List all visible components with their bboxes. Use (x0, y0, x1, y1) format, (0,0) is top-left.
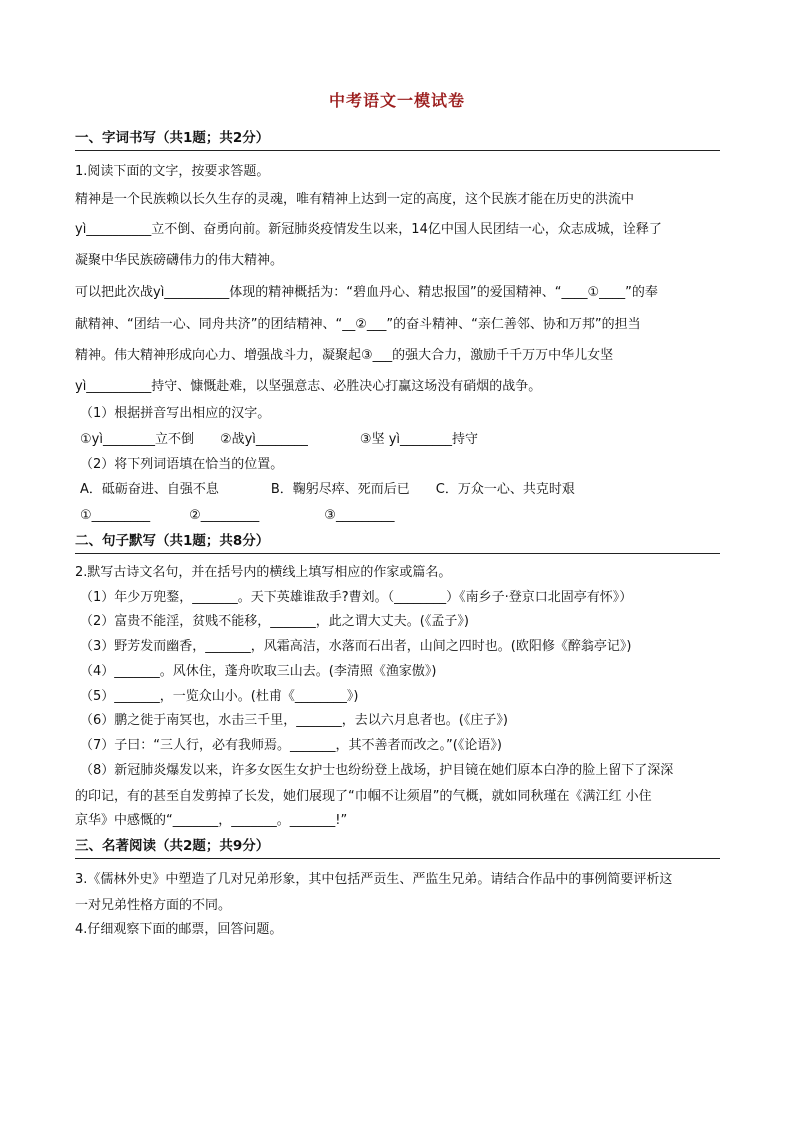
recitation-item: （2）富贵不能淫，贫贱不能移，_______，此之谓大丈夫。(《孟子》) (80, 614, 469, 629)
page-title: 中考语文一模试卷 (328, 91, 465, 110)
section-heading-3: 三、名著阅读（共2题；共9分） (75, 838, 270, 854)
section-divider (75, 553, 720, 554)
recitation-item: 的印记，有的甚至自发剪掉了长发，她们展现了“巾帼不让须眉”的气概，就如同秋瑾在《满江红 小住 (75, 789, 652, 804)
question-4-prompt: 4.仔细观察下面的邮票，回答问题。 (75, 922, 283, 937)
passage-line: 凝聚中华民族磅礴伟力的伟大精神。 (75, 253, 284, 268)
subquestion-2: （2）将下列词语填在恰当的位置。 (80, 457, 284, 472)
answer-blanks: ①_________ ②_________ ③_________ (80, 508, 395, 523)
recitation-item: （8）新冠肺炎爆发以来，许多女医生女护士也纷纷登上战场，护目镜在她们原本白净的脸上留下了深深 (80, 763, 674, 778)
question-2-prompt: 2.默写古诗文名句，并在括号内的横线上填写相应的作家或篇名。 (75, 565, 452, 580)
section-heading-2: 二、句子默写（共1题；共8分） (75, 533, 270, 549)
recitation-item: （4）_______。风休住，蓬舟吹取三山去。(李清照《渔家傲》) (80, 664, 437, 679)
recitation-item: （5）_______，一览众山小。(杜甫《________》) (80, 689, 359, 704)
passage-line: 精神是一个民族赖以长久生存的灵魂，唯有精神上达到一定的高度，这个民族才能在历史的洪流中 (75, 192, 635, 207)
passage-line: 献精神、“团结一心、同舟共济”的团结精神、“__②___”的奋斗精神、“亲仁善邻、协和万邦”的担当 (75, 317, 641, 332)
passage-line: 精神。伟大精神形成向心力、增强战斗力，凝聚起③___的强大合力，激励千千万万中华儿女坚 (75, 348, 614, 363)
recitation-item: （1）年少万兜鍪，_______。天下英雄谁敌手?曹刘。（________）《南乡子·登京口北固亭有怀》） (80, 590, 633, 605)
recitation-item: （7）子曰：“三人行，必有我师焉。_______，其不善者而改之。”(《论语》) (80, 738, 502, 753)
question-3-prompt: 一对兄弟性格方面的不同。 (75, 898, 232, 913)
pinyin-blanks: ①yì________立不倒 ②战yì________ ③坚 yì________持守 (80, 432, 479, 447)
section-divider (75, 858, 720, 859)
recitation-item: （3）野芳发而幽香，_______，风霜高洁，水落而石出者，山间之四时也。(欧阳修《醉翁亭记》) (80, 639, 632, 654)
subquestion-1: （1）根据拼音写出相应的汉字。 (80, 406, 271, 421)
passage-line: yì__________立不倒、奋勇向前。新冠肺炎疫情发生以来，14亿中国人民团结一心，众志成城，诠释了 (75, 222, 662, 237)
question-1-prompt: 1.阅读下面的文字，按要求答题。 (75, 164, 270, 179)
passage-line: 可以把此次战yì__________体现的精神概括为：“碧血丹心、精忠报国”的爱国精神、“____①____”的奉 (75, 285, 658, 300)
recitation-item: （6）鹏之徙于南冥也，水击三千里，_______，去以六月息者也。(《庄子》) (80, 713, 508, 728)
passage-line: yì__________持守、慷慨赴难，以坚强意志、必胜决心打赢这场没有硝烟的战争。 (75, 379, 542, 394)
recitation-item: 京华》中感慨的“_______，_______。_______!” (75, 813, 348, 828)
section-heading-1: 一、字词书写（共1题；共2分） (75, 130, 270, 146)
question-3-prompt: 3.《儒林外史》中塑造了几对兄弟形象，其中包括严贡生、严监生兄弟。请结合作品中的事例简要评析这 (75, 872, 673, 887)
section-divider (75, 150, 720, 151)
word-options: A．砥砺奋进、自强不息 B．鞠躬尽瘁、死而后已 C．万众一心、共克时艰 (80, 482, 575, 497)
